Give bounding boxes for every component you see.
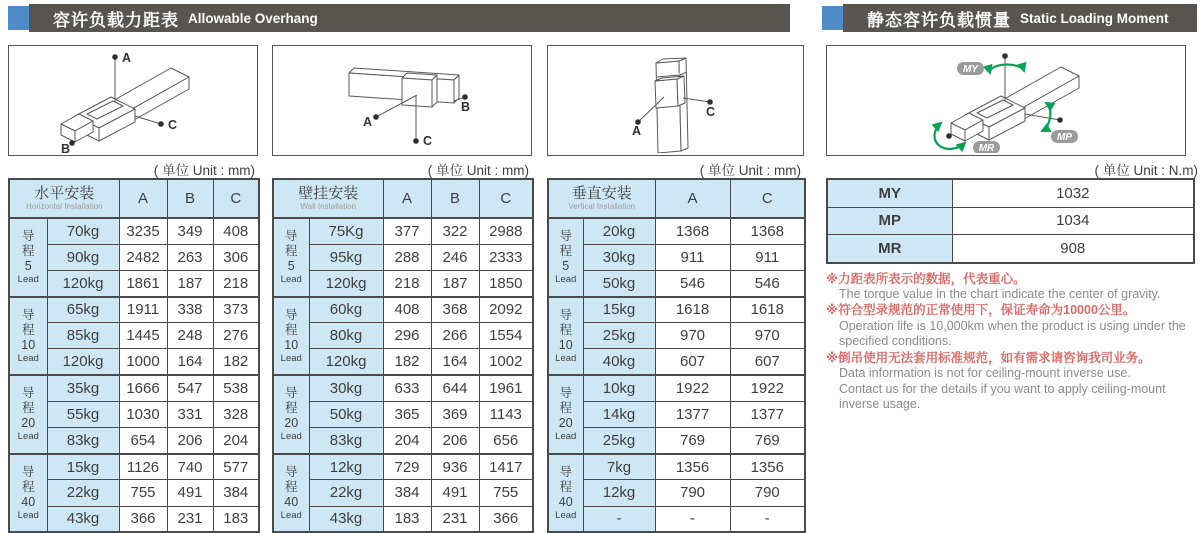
vertical-rail-drawing [548,46,803,153]
overhang-value: 276 [213,323,259,349]
overhang-value: 970 [730,323,805,349]
lead-group-40: 导 程 40 Lead [273,454,309,533]
overhang-value: 491 [167,480,213,506]
column-header-a: A [119,179,167,218]
load-capacity: 75Kg [309,218,383,244]
unit-label: ( 单位 Unit : mm) [153,163,255,178]
point-b-label: B [61,142,71,153]
wall-table-body [273,218,533,532]
overhang-value: 204 [213,428,259,454]
load-capacity: 95kg [309,244,383,270]
vertical-overhang-table [547,178,806,533]
load-capacity: 15kg [47,454,119,480]
overhang-value: 1417 [479,454,533,480]
table-title-en: Horizontal Installation [26,201,103,211]
overhang-value: 911 [730,244,805,270]
lead-group-5: 导 程 5 Lead [9,218,47,297]
header-bar [29,4,790,32]
point-b-dot [69,140,75,146]
table-title-cn: 垂直安装 [571,185,632,203]
load-capacity: 120kg [309,270,383,296]
overhang-value: 1356 [655,454,730,480]
section-vertical [547,45,804,533]
note-2-en: Operation life is 10,000km when the product is using under the specified conditions. [839,318,1186,349]
load-capacity: 15kg [583,297,655,323]
load-capacity: 7kg [583,454,655,480]
load-capacity: 90kg [47,244,119,270]
section-static-moment [826,45,1200,533]
moment-label: MY [827,179,952,207]
unit-label: ( 单位 Unit : mm) [427,163,529,178]
overhang-value: 740 [167,454,213,480]
load-capacity: 12kg [309,454,383,480]
overhang-value: 182 [383,349,431,375]
lead-group-10: 导 程 10 Lead [273,297,309,376]
note-3-cn: ※倒吊使用无法套用标准规范，如有需求请咨询我司业务。 [826,350,1151,365]
overhang-value: 218 [383,270,431,296]
column-header-b: B [167,179,213,218]
note-2-cn: ※符合型录规范的正常使用下，保证寿命为10000公里。 [826,303,1136,318]
point-c-dot [158,121,164,127]
table-title-cn: 水平安装 [34,185,95,203]
overhang-value: 248 [167,323,213,349]
load-capacity: 50kg [583,270,655,296]
overhang-value: 790 [655,480,730,506]
section-wall [272,45,532,533]
overhang-value: 206 [431,428,479,454]
load-capacity: 20kg [583,218,655,244]
overhang-value: 408 [213,218,259,244]
point-a-label: A [363,115,373,129]
load-capacity: 35kg [47,375,119,401]
overhang-value: 164 [167,349,213,375]
point-a-dot [112,54,118,60]
lead-group-20: 导 程 20 Lead [9,375,47,454]
point-a-dot [373,114,379,120]
load-capacity: 85kg [47,323,119,349]
overhang-value: 970 [655,323,730,349]
overhang-value: 1861 [119,270,167,296]
load-capacity: 83kg [309,428,383,454]
moment-value: 1034 [952,207,1194,235]
overhang-value: 183 [213,506,259,532]
lead-group-40: 导 程 40 Lead [548,454,583,533]
allowable-overhang-header [8,4,790,32]
load-capacity: 40kg [583,349,655,375]
overhang-value: 187 [167,270,213,296]
mp-axis-dot [1057,117,1063,123]
overhang-value: 322 [431,218,479,244]
overhang-value: 1002 [479,349,533,375]
static-moment-table [826,178,1195,264]
overhang-value: 187 [431,270,479,296]
overhang-value: 331 [167,401,213,427]
moment-label: MR [827,235,952,263]
load-capacity: 22kg [47,480,119,506]
overhang-value: 1554 [479,323,533,349]
overhang-value: 654 [119,428,167,454]
load-capacity: 10kg [583,375,655,401]
overhang-value: 2333 [479,244,533,270]
overhang-value: 769 [655,428,730,454]
column-header-c: C [479,179,533,218]
note-3-en2: Contact us for the details if you want to apply ceiling-mount inverse usage. [839,381,1166,412]
load-capacity: 43kg [47,506,119,532]
overhang-value: 633 [383,375,431,401]
load-capacity: 14kg [583,401,655,427]
overhang-value: 607 [730,349,805,375]
overhang-value: 182 [213,349,259,375]
my-label: MY [963,64,978,75]
column-header-c: C [730,179,805,218]
overhang-value: 1445 [119,323,167,349]
moment-table-body [827,179,1194,263]
overhang-value: 408 [383,297,431,323]
overhang-value: 183 [383,506,431,532]
lead-group-40: 导 程 40 Lead [9,454,47,533]
overhang-value: 1377 [730,401,805,427]
wall-rail-drawing [273,46,531,153]
load-capacity: 43kg [309,506,383,532]
overhang-value: 2988 [479,218,533,244]
header-bar [843,4,1197,32]
overhang-value: 306 [213,244,259,270]
overhang-value: 607 [655,349,730,375]
note-3-en: Data information is not for ceiling-mount inverse use. [839,366,1131,381]
moment-value: 1032 [952,179,1194,207]
overhang-value: 384 [383,480,431,506]
overhang-value: 755 [479,480,533,506]
overhang-value: 656 [479,428,533,454]
table-title-cn: 壁挂安装 [298,185,359,203]
overhang-value: 368 [431,297,479,323]
point-c-label: C [706,105,716,119]
load-capacity: 120kg [47,270,119,296]
overhang-value: 3235 [119,218,167,244]
overhang-value: 1666 [119,375,167,401]
vertical-table-body [548,218,805,532]
overhang-value: 1377 [655,401,730,427]
my-axis-dot [1002,53,1008,59]
wall-install-diagram [272,45,532,156]
horizontal-rail-drawing [9,46,257,153]
horizontal-table-body [9,218,259,532]
overhang-value: 246 [431,244,479,270]
overhang-value: 790 [730,480,805,506]
load-capacity: 120kg [309,349,383,375]
vertical-install-diagram [547,45,804,156]
lead-group-5: 导 程 5 Lead [273,218,309,297]
overhang-value: 769 [730,428,805,454]
point-a-label: A [122,51,132,65]
overhang-value: 365 [383,401,431,427]
overhang-value: 755 [119,480,167,506]
overhang-value: 204 [383,428,431,454]
overhang-value: 1030 [119,401,167,427]
table-title-en: Wall Installation [300,201,357,211]
overhang-value: 911 [655,244,730,270]
point-c-dot [413,138,419,144]
lead-group-20: 导 程 20 Lead [273,375,309,454]
overhang-value: 263 [167,244,213,270]
overhang-value: 266 [431,323,479,349]
lead-group-20: 导 程 20 Lead [548,375,583,454]
overhang-value: 164 [431,349,479,375]
overhang-value: 1126 [119,454,167,480]
column-header-a: A [655,179,730,218]
overhang-value: 366 [119,506,167,532]
overhang-value: 1618 [730,297,805,323]
overhang-value: 547 [167,375,213,401]
overhang-value: 1143 [479,401,533,427]
overhang-value: 1368 [730,218,805,244]
header-title-cn: 容许负载力距表 [53,10,179,30]
table-header-row [273,179,533,218]
overhang-value: 373 [213,297,259,323]
overhang-value: 1922 [655,375,730,401]
lead-group-5: 导 程 5 Lead [548,218,583,297]
overhang-value: 328 [213,401,259,427]
unit-label: ( 单位 Unit : N.m) [1094,163,1198,178]
overhang-value: 384 [213,480,259,506]
table-title-cell [9,179,119,218]
note-1-cn: ※力距表所表示的数据，代表重心。 [826,271,1026,286]
lead-group-10: 导 程 10 Lead [9,297,47,376]
unit-label: ( 单位 Unit : mm) [699,163,801,178]
overhang-value: 1961 [479,375,533,401]
overhang-value: 1911 [119,297,167,323]
overhang-value: 1368 [655,218,730,244]
overhang-value: 231 [431,506,479,532]
overhang-value: 546 [655,270,730,296]
table-title-cell [548,179,655,218]
moment-value: 908 [952,235,1194,263]
static-loading-moment-header [822,4,1197,32]
overhang-value: 2092 [479,297,533,323]
mr-axis-dot [946,133,952,139]
overhang-value: 377 [383,218,431,244]
overhang-value: 546 [730,270,805,296]
point-b-label: B [461,100,471,114]
overhang-value: 206 [167,428,213,454]
point-b-dot [462,94,468,100]
load-capacity: 12kg [583,480,655,506]
horizontal-install-diagram [8,45,258,156]
table-header-row [9,179,259,218]
overhang-value: 491 [431,480,479,506]
load-capacity: 70kg [47,218,119,244]
overhang-value: 296 [383,323,431,349]
horizontal-overhang-table [8,178,260,533]
load-capacity: 65kg [47,297,119,323]
note-1-en: The torque value in the chart indicate the center of gravity. [839,286,1161,301]
point-a-label: A [632,124,642,138]
load-capacity: 60kg [309,297,383,323]
mp-label: MP [1057,132,1072,143]
overhang-value: 1922 [730,375,805,401]
column-header-c: C [213,179,259,218]
section-horizontal [8,45,258,533]
overhang-value: 349 [167,218,213,244]
overhang-value: 577 [213,454,259,480]
overhang-value: 2482 [119,244,167,270]
load-capacity: 55kg [47,401,119,427]
load-capacity: 80kg [309,323,383,349]
header-title-en: Allowable Overhang [188,10,318,26]
overhang-value: 231 [167,506,213,532]
overhang-value: 369 [431,401,479,427]
overhang-value: 218 [213,270,259,296]
table-header-row [548,179,805,218]
overhang-value: 936 [431,454,479,480]
notes-block [826,271,1200,414]
load-capacity: 22kg [309,480,383,506]
load-capacity: 25kg [583,428,655,454]
header-title-en: Static Loading Moment [1020,10,1169,26]
lead-group-10: 导 程 10 Lead [548,297,583,376]
overhang-value: 1850 [479,270,533,296]
moment-label: MP [827,207,952,235]
overhang-value: 1618 [655,297,730,323]
load-capacity: - [583,506,655,532]
overhang-value: 644 [431,375,479,401]
table-title-cell [273,179,383,218]
overhang-value: 366 [479,506,533,532]
load-capacity: 25kg [583,323,655,349]
table-title-en: Vertical Installation [568,201,636,211]
load-capacity: 83kg [47,428,119,454]
column-header-b: B [431,179,479,218]
overhang-value: 1356 [730,454,805,480]
moment-diagram [826,45,1186,156]
header-title-cn: 静态容许负载惯量 [867,10,1011,30]
wall-overhang-table [272,178,534,533]
overhang-value: 1000 [119,349,167,375]
point-c-label: C [168,118,178,132]
point-c-dot [707,99,713,105]
overhang-value: 338 [167,297,213,323]
header-row [8,4,1197,32]
overhang-value: - [655,506,730,532]
load-capacity: 30kg [583,244,655,270]
overhang-value: 538 [213,375,259,401]
mr-label: MR [978,143,995,153]
load-capacity: 120kg [47,349,119,375]
overhang-value: 288 [383,244,431,270]
overhang-value: 729 [383,454,431,480]
column-header-a: A [383,179,431,218]
my-rotation-arrow [990,64,1024,73]
overhang-value: - [730,506,805,532]
point-c-label: C [423,134,433,148]
load-capacity: 50kg [309,401,383,427]
moment-rail-drawing [827,46,1183,153]
load-capacity: 30kg [309,375,383,401]
